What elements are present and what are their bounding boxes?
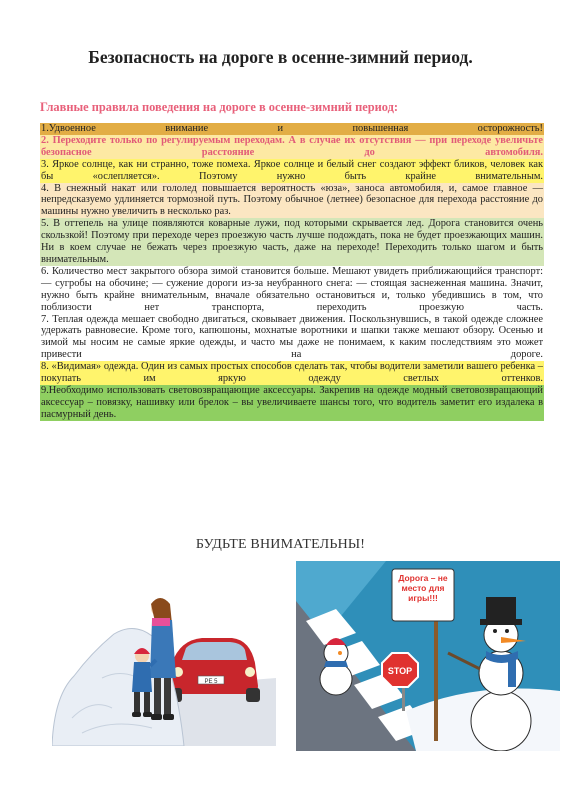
rule-3: 3. Яркое солнце, как ни странно, тоже помеха. Яркое солнце и белый снег создают эффект бликов, человек как бы «ослепляется». Поэтому нужно быть крайне внимательным. bbox=[41, 158, 543, 182]
rule-5: 5. В оттепель на улице появляются коварные лужи, под которыми скрывается лед. Дорога становится очень скользкой! Поэтому при переходе через проезжую часть лучше подождать, пока не будет проезжающих машин. Ни в коем случае не бежать через проезжую часть, даже на переходе! Переходить только шагом и быть внимательным. bbox=[41, 218, 543, 265]
snowdrift-illustration bbox=[52, 568, 276, 746]
plate-text: РЕ 5 bbox=[204, 679, 218, 685]
page-title: Безопасность на дороге в осенне-зимний период. bbox=[88, 47, 473, 67]
rule-9: 9.Необходимо использовать световозвращающие аксессуары. Закрепив на одежде модный световозвращающий аксессуар – повязку, нашивку или брелок – вы увеличиваете шансы того, что водитель заметит его издалека в пасмурный день. bbox=[41, 384, 543, 420]
rule-7: 7. Теплая одежда мешает свободно двигаться, сковывает движения. Поскользнувшись, в такой одежде сложнее удержать равновесие. Кроме того, капюшоны, мохнатые воротники и шапки также мешают обзору. Осенью и зимой мы носим не самые яркие одежды, и часто мы даже не понимаем, к каким последствиям это может привести на дороге. bbox=[41, 313, 543, 361]
rules-list bbox=[40, 123, 544, 421]
sign-text: Дорога – не место для игры!!! bbox=[398, 573, 448, 603]
rules-heading: Главные правила поведения на дороге в осенне-зимний период: bbox=[40, 100, 398, 114]
rule-4: 4. В снежный накат или гололед повышается вероятность «юза», заноса автомобиля, и, самое главное — непредсказуемо удлиняется тормозной путь. Поэтому обычное (летнее) безопасное для перехода расстояние до машины нужно увеличить в несколько раз. bbox=[41, 182, 543, 218]
rule-6: 6. Количество мест закрытого обзора зимой становится больше. Мешают увидеть приближающийся транспорт: — сугробы на обочине; — сужение дороги из-за неубранного снега: — стоящая заснеженная машина. Значит, нужно быть крайне внимательным, вначале обязательно остановиться и, только убедившись в том, что поблизости нет транспорта, переходить проезжую часть. bbox=[41, 265, 543, 313]
rule-2: 2. Переходите только по регулируемым переходам. А в случае их отсутствия — при переходе увеличьте безопасное расстояние до автомобиля. bbox=[41, 134, 543, 158]
car-image bbox=[168, 638, 260, 702]
crosswalk-illustration bbox=[296, 561, 560, 751]
stop-text: STOP bbox=[387, 666, 413, 676]
caution-heading: БУДЬТЕ ВНИМАТЕЛЬНЫ! bbox=[195, 537, 366, 552]
rule-1: 1.Удвоенное внимание и повышенная осторожность! bbox=[41, 123, 543, 134]
rule-8: 8. «Видимая» одежда. Один из самых простых способов сделать так, чтобы водители заметили вашего ребенка – покупать им яркую одежду светлых оттенков. bbox=[41, 361, 543, 385]
